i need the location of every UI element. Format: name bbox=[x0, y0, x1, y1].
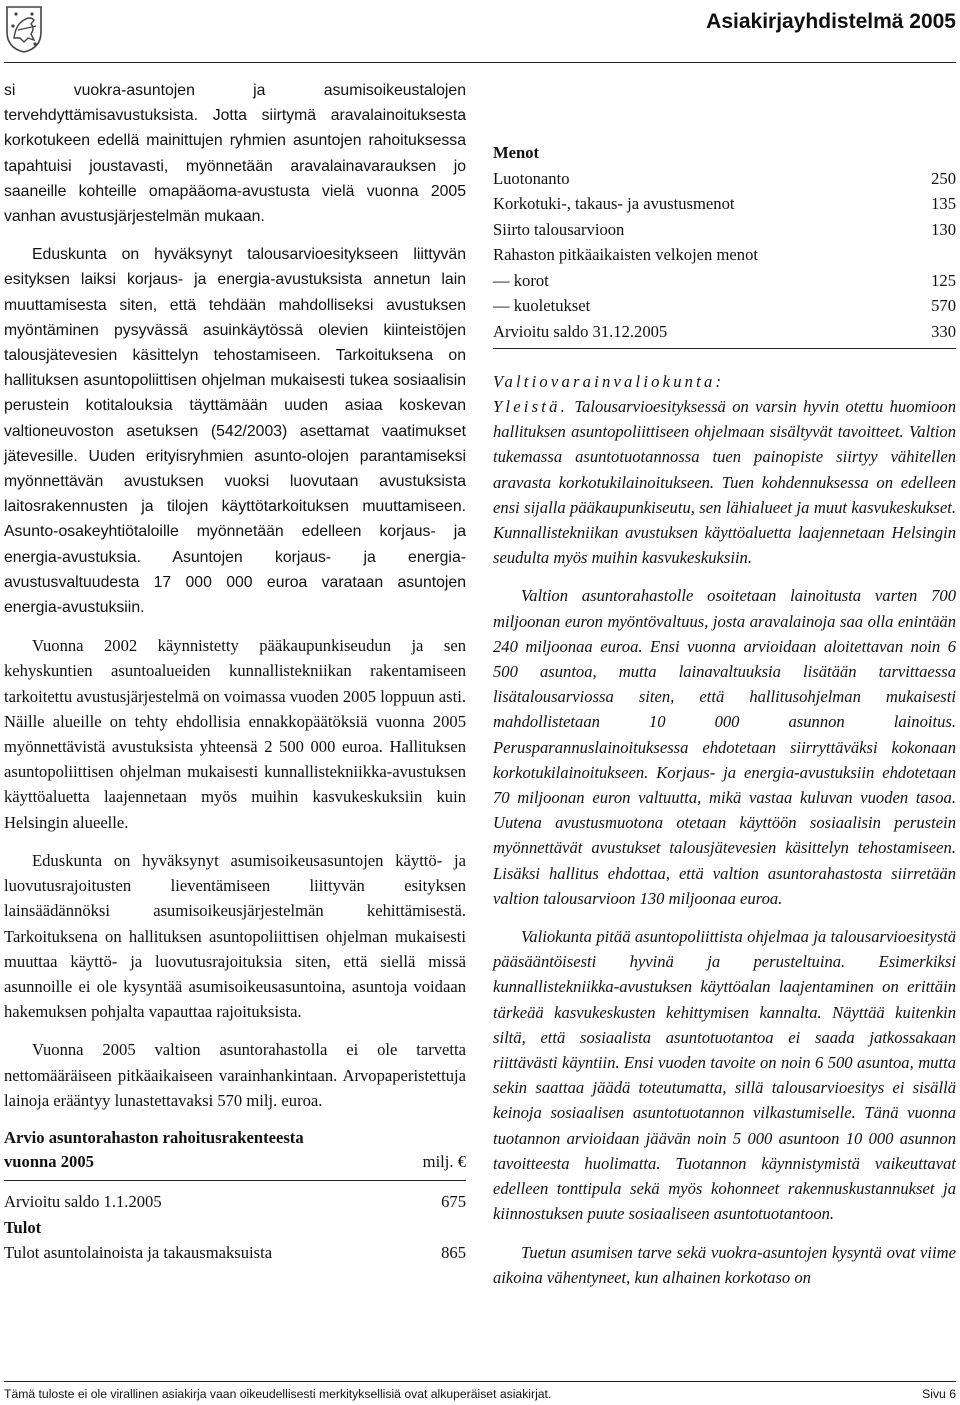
row-value: 250 bbox=[931, 168, 956, 188]
paragraph: Vuonna 2002 käynnistetty pääkaupunkiseudun ja sen kehyskuntien asuntoalueiden kunnallistekniikan rakentamiseen tarkoitettu avustusjärjestelmä on voimassa vuoden 2005 loppuun asti. Näille alueille on tehty ehdollisia ennakkopäätöksiä vuonna 2005 myönnettävistä avustuksista yhteensä 2 500 000 euroa. Hallituksen asuntopoliittisen ohjelman mukaisesti kunnallistekniikka-avustuksen käyttöaluetta laajennetaan myös muihin kasvukeskuksiin kuin Helsingin alueelle. bbox=[4, 636, 466, 832]
table-row bbox=[493, 268, 956, 294]
paragraph: Valtion asuntorahastolle osoitetaan lainoitusta varten 700 miljoonan euron myöntövaltuus, josta aravalainoja saa olla enintään 240 miljoonaa euroa. Ensi vuonna arvioidaan aloitettavan noin 6 500 asuntoa, mutta lainavaltuuksia lisätään tarvittaessa lisätalousarviossa siten, että hallitusohjelman mukaisesti mahdollistetaan 10 000 asunnon lainoitus. Perusparannuslainoituksessa ehdotetaan siirryttäväksi kokonaan korkotukilainoitukseen. Korjaus- ja energia-avustuksiin ehdotetaan 70 miljoonan euron valtuutta, mikä vastaa kuluvan vuoden tasoa. Uutena avustusmuotona otetaan käyttöön sosiaalisin perustein myönnettävät avustukset talousjätevesien käsittelyn tehostamiseen. Lisäksi hallitus ehdottaa, että valtion asuntorahastosta siirretään valtion talousarvioon 130 miljoonaa euroa. bbox=[493, 586, 956, 908]
financing-table bbox=[4, 1126, 466, 1266]
row-label: Siirto talousarvioon bbox=[493, 219, 625, 239]
row-value: 135 bbox=[931, 194, 956, 213]
header-divider bbox=[4, 62, 956, 63]
row-value: 125 bbox=[931, 270, 956, 290]
table-divider bbox=[4, 1180, 466, 1181]
paragraph: Eduskunta on hyväksynyt talousarvioesitykseen liittyvän esityksen laiksi korjaus- ja energia-avustuksista annetun lain muuttamisesta siten, että tehdään mahdolliseksi avustuksen myöntäminen pysyvässä asuinkäytössä olevien kiinteistöjen talousjätevesien käsittelyn tehostamiseen. Tarkoituksena on hallituksen asuntopoliittisen ohjelman mukaisesti tukea sosiaalisin perustein kotitalouksia täyttämään uuden asiaa koskevan valtioneuvoston asetuksen (542/2003) asettamat vaatimukset jätevesille. Uuden erityisryhmien asunto-olojen parantamiseksi myönnettävän avustuksen vuoksi luovutaan avustuksista laitosrakennusten ja tilojen käyttötarkoituksen muuttamiseen. Asunto-osakeyhtiötaloille myönnetään edelleen korjaus- ja energia-avustuksia. Asuntojen korjaus- ja energia-avustusvaltuudesta 17 000 000 euroa varataan asuntojen energia-avustuksiin. bbox=[4, 246, 466, 617]
paragraph bbox=[493, 394, 956, 570]
table-row bbox=[4, 1215, 466, 1241]
row-label: Tulot asuntolainoista ja takausmaksuista bbox=[4, 1243, 273, 1263]
paragraph: Tuetun asumisen tarve sekä vuokra-asuntojen kysyntä ovat viime aikoina vähentyneet, kun alhainen korkotaso on bbox=[493, 1242, 956, 1287]
paragraph: Eduskunta on hyväksynyt asumisoikeusasuntojen käyttö- ja luovutusrajoitusten lieventämiseen liittyvän esityksen lainsäädännöksi asumisoikeusjärjestelmän kehittämisestä. Tarkoituksena on hallituksen asuntopoliittisen ohjelman mukaisesti muuttaa käyttö- ja luovutusrajoituksia siten, että siellä missä asunnoille ei ole kysyntää asumisoikeusasuntoina, asuntoja voidaan hakemuksen pohjalta vapauttaa rajoituksista. bbox=[4, 850, 466, 1022]
table-row bbox=[493, 217, 956, 243]
table-row bbox=[4, 1189, 466, 1215]
page-footer bbox=[4, 1381, 956, 1401]
footer-notice: Tämä tuloste ei ole virallinen asiakirja vaan oikeudellisesti merkityksellisiä ovat alkuperäiset asiakirjat. bbox=[4, 1387, 552, 1401]
expenses-table bbox=[493, 140, 956, 349]
table-header bbox=[4, 1149, 466, 1174]
page-header bbox=[0, 0, 960, 70]
table-section-title: Menot bbox=[493, 143, 540, 162]
table-row bbox=[493, 319, 956, 345]
row-label: — korot bbox=[493, 270, 549, 290]
row-value: 675 bbox=[441, 1192, 466, 1212]
paragraph: Valiokunta pitää asuntopoliittista ohjelmaa ja talousarvioesitystä pääsääntöisesti hyvinä ja perusteltuina. Esimerkiksi kunnallistekniikka-avustuksen käyttöalan laajentaminen on erittäin tärkeää kasvukeskusten kehittymisen kannalta. Näyttää kuitenkin siltä, että sosiaalista asuntotuotantoa ei saada jatkossakaan riittävästi käyntiin. Ensi vuoden tavoite on noin 6 500 asuntoa, mutta sekin saattaa jäädä toteutumatta, sillä talousarvioesitys ei sisällä keinoja sosiaalisen asuntotuotannon vilkastumiselle. Tänä vuonna tuotannon arvioidaan jäävän noin 5 000 asuntoon 10 000 asunnon tavoitteesta huolimatta. Tuotannon käynnistymistä vaikeuttavat edelleen tonttipula sekä myös kohonneet rakennuskustannukset ja kiinnostuksen puute sosiaaliseen asuntotuotantoon. bbox=[493, 927, 956, 1224]
table-row bbox=[493, 293, 956, 319]
section-label: Yleistä. bbox=[493, 397, 568, 416]
table-unit: milj. € bbox=[422, 1151, 466, 1171]
left-column bbox=[4, 78, 466, 1266]
row-value: 865 bbox=[441, 1243, 466, 1263]
paragraph: si vuokra-asuntojen ja asumisoikeustalojen tervehdyttämisavustuksista. Jotta siirtymä aravalainoituksesta korkotukeen edellä mainittujen ryhmien asuntojen rahoituksessa tapahtuisi joustavasti, myönnetään aravalainavarauksen jo saaneille kohteille omapääoma-avustusta vielä vuonna 2005 vanhan avustusjärjestelmän mukaan. bbox=[4, 82, 466, 226]
paragraph-text: Talousarvioesityksessä on varsin hyvin otettu huomioon hallituksen asuntopoliittiseen ohjelmaan sisältyvät tavoitteet. Valtion tukemassa asuntotuotannossa tuen painopiste siirtyy vähitellen aravasta korkotukilainoitukseen. Tuen kohdennuksessa on edelleen ensi sijalla pääkaupunkiseutu, sen lähialueet ja muut kasvukeskukset. Kunnallistekniikan avustuksen käyttöaluetta laajennetaan Helsingin seudulta myös muihin kasvukeskuksiin. bbox=[493, 397, 956, 568]
row-label: Tulot bbox=[4, 1217, 42, 1237]
row-value: 330 bbox=[931, 321, 956, 341]
row-label: Arvioitu saldo 31.12.2005 bbox=[493, 321, 668, 341]
row-value: 130 bbox=[931, 219, 956, 239]
table-row bbox=[493, 166, 956, 192]
row-label: Rahaston pitkäaikaisten velkojen menot bbox=[493, 245, 758, 264]
row-label: Arvioitu saldo 1.1.2005 bbox=[4, 1192, 162, 1212]
table-title-year: vuonna 2005 bbox=[4, 1151, 94, 1171]
table-row bbox=[493, 191, 956, 217]
row-label: — kuoletukset bbox=[493, 296, 591, 315]
coat-of-arms-lion-icon bbox=[4, 4, 44, 54]
committee-heading: Valtiovarainvaliokunta: bbox=[493, 372, 725, 391]
row-label: Luotonanto bbox=[493, 168, 570, 188]
row-value: 570 bbox=[931, 296, 956, 315]
page-number: Sivu 6 bbox=[922, 1387, 956, 1401]
table-title: Arvio asuntorahaston rahoitusrakenteesta bbox=[4, 1127, 304, 1147]
document-title: Asiakirjayhdistelmä 2005 bbox=[706, 10, 956, 33]
paragraph: Vuonna 2005 valtion asuntorahastolla ei ole tarvetta nettomääräiseen pitkäaikaiseen varainhankintaan. Arvopaperistettuja lainoja erääntyy lunastettavaksi 570 milj. euroa. bbox=[4, 1040, 466, 1110]
right-column bbox=[493, 78, 956, 1303]
table-row bbox=[493, 242, 956, 268]
row-label: Korkotuki-, takaus- ja avustusmenot bbox=[493, 194, 735, 213]
table-row bbox=[4, 1240, 466, 1266]
